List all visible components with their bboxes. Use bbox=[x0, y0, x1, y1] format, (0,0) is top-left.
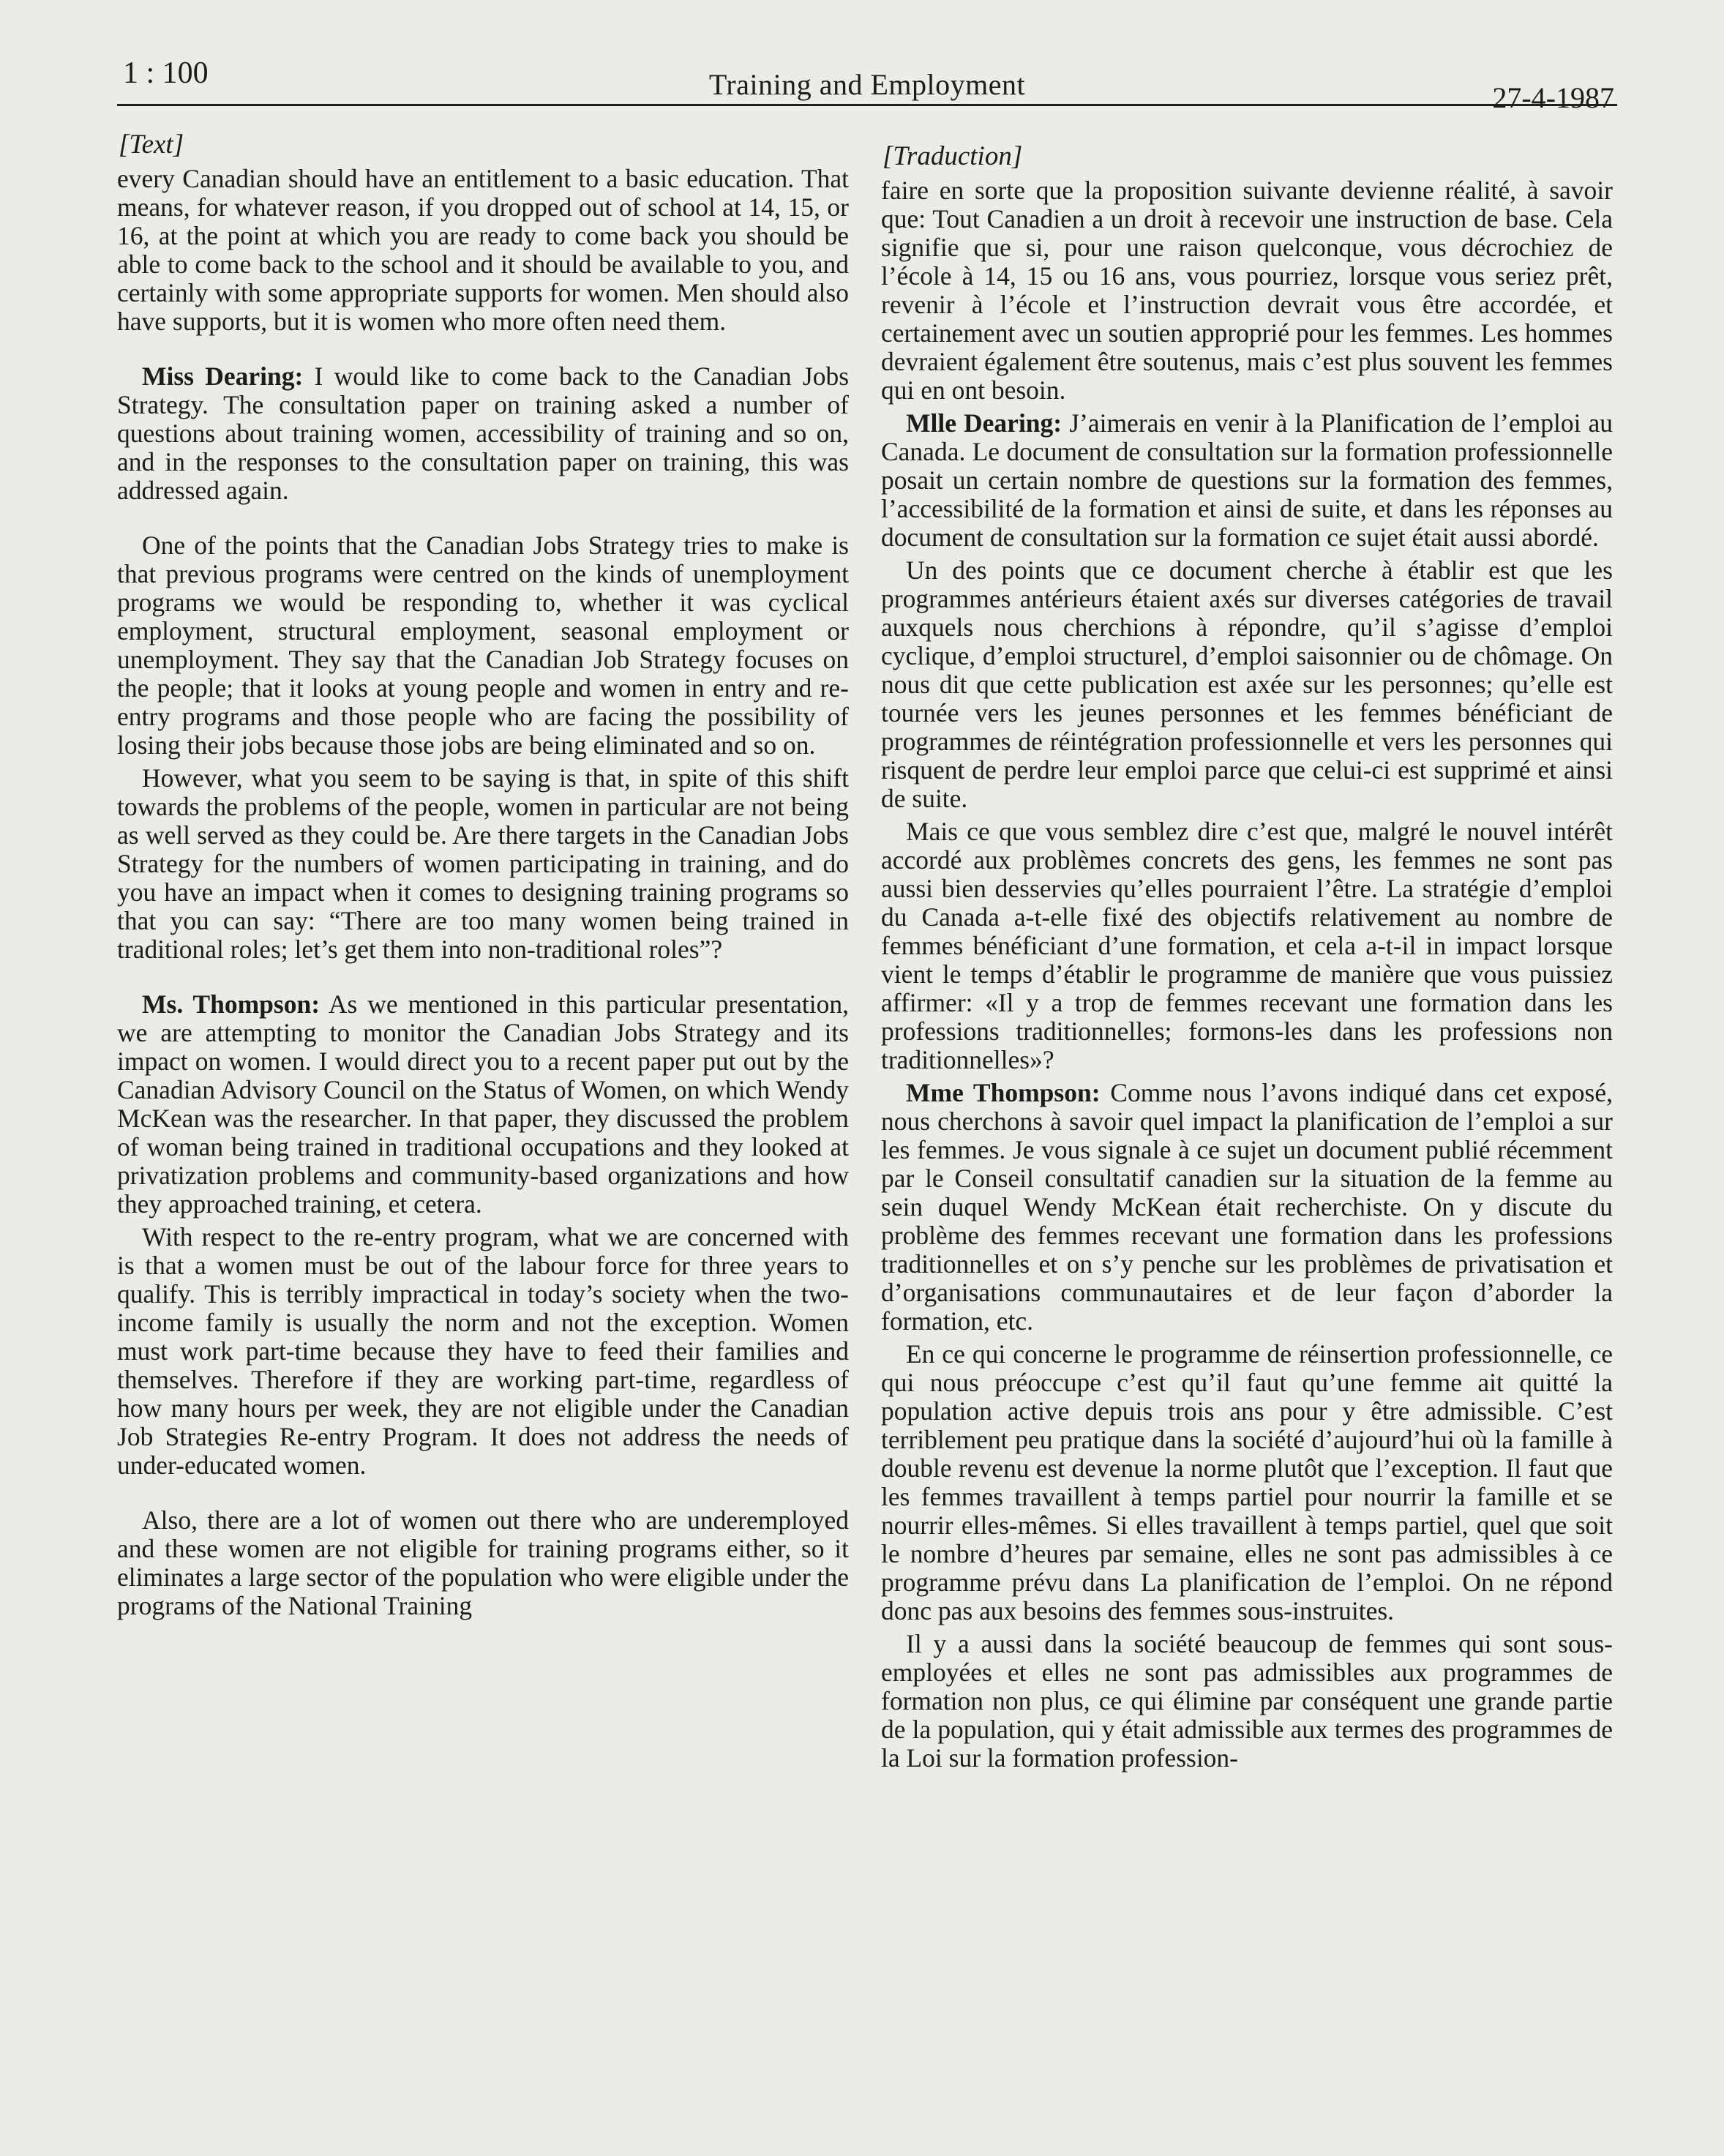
paragraph: However, what you seem to be saying is that, in spite of this shift towards the problems of the people, women in particular are not being as well served as they could be. Are there targets in the Canadian Jobs Strategy for the numbers of women participating in training, and do you have an impact when it comes to designing training programs so that you can say: “There are too many women being trained in traditional roles; let’s get them into non-traditional roles”? bbox=[117, 763, 849, 964]
paragraph: Mais ce que vous semblez dire c’est que, malgré le nouvel intérêt accordé aux problèmes concrets des gens, les femmes ne sont pas aussi bien desservies qu’elles pourraient l’être. La stratégie d’emploi du Canada a-t-elle fixé des objectifs relativement au nombre de femmes bénéficiant d’une formation, et cela a-t-il in impact lorsque vient le temps d’établir le programme de manière que vous puissiez affirmer: «Il y a trop de femmes recevant une formation dans les professions traditionnelles; formons-les dans les professions non traditionnelles»? bbox=[881, 817, 1613, 1074]
english-column bbox=[117, 130, 849, 1620]
running-title: Training and Employment bbox=[708, 68, 1026, 101]
page-number: 1 : 100 bbox=[123, 56, 209, 90]
speaker-name: Ms. Thompson: bbox=[142, 989, 321, 1019]
column-label-traduction: [Traduction] bbox=[882, 141, 1023, 171]
paragraph: Also, there are a lot of women out there who are underemployed and these women are not eligible for training programs either, so it eliminates a large sector of the population who were eligible under the programs of the National Training bbox=[117, 1505, 849, 1620]
speech-text: I would like to come back to the Canadian Jobs Strategy. The consultation paper on training asked a number of questions about training women, accessibility of training and so on, and in the responses to the consultation paper on training, this was addressed again. bbox=[117, 362, 850, 505]
speaker-name: Miss Dearing: bbox=[142, 362, 304, 391]
paragraph: Un des points que ce document cherche à établir est que les programmes antérieurs étaient axés sur diverses catégories de travail auxquels nous cherchions à répondre, qu’il s’agisse d’emploi cyclique, d’emploi structurel, d’emploi saisonnier ou de chômage. On nous dit que cette publication est axée sur les personnes; qu’elle est tournée vers les jeunes personnes et les femmes bénéficiant de programmes de réintégration professionnelle et vers les personnes qui risquent de perdre leur emploi parce que celui-ci est supprimé et ainsi de suite. bbox=[881, 555, 1613, 813]
speech-text: Comme nous l’avons indiqué dans cet exposé, nous cherchons à savoir quel impact la planification de l’emploi a sur les femmes. Je vous signale à ce sujet un document publié récemment par le Conseil consultatif canadien sur la situation de la femme au sein duquel Wendy McKean était recherchiste. On y discute du problème des femmes recevant une formation dans les professions traditionnelles et on s’y penche sur les problèmes de privatisation et d’organisations communautaires et de leur façon d’aborder la formation, etc. bbox=[881, 1078, 1614, 1336]
paragraph: One of the points that the Canadian Jobs Strategy tries to make is that previous programs were centred on the kinds of unemployment programs we would be responding to, whether it was cyclical employment, structural employment, seasonal employment or unemployment. They say that the Canadian Job Strategy focuses on the people; that it looks at young people and women in entry and re-entry programs and those people who are facing the possibility of losing their jobs because those jobs are being eliminated and so on. bbox=[117, 531, 849, 760]
column-label-text: [Text] bbox=[119, 130, 184, 160]
speaker-name: Mlle Dearing: bbox=[906, 408, 1062, 438]
speaker-paragraph bbox=[117, 362, 849, 505]
paragraph: Il y a aussi dans la société beaucoup de femmes qui sont sous-employées et elles ne sont pas admissibles aux programmes de formation non plus, ce qui élimine par conséquent une grande partie de la population, qui y était admissible aux termes des programmes de la Loi sur la formation profession- bbox=[881, 1629, 1613, 1773]
header-date: 27-4-1987 bbox=[1492, 81, 1614, 114]
speech-text: As we mentioned in this particular presentation, we are attempting to monitor the Canadian Jobs Strategy and its impact on women. I would direct you to a recent paper put out by the Canadian Advisory Council on the Status of Women, on which Wendy McKean was the researcher. In that paper, they discussed the problem of woman being trained in traditional occupations and they looked at privatization problems and community-based organizations and how they approached training, et cetera. bbox=[117, 989, 849, 1219]
speaker-paragraph bbox=[881, 409, 1613, 552]
speaker-paragraph bbox=[117, 990, 849, 1219]
paragraph: With respect to the re-entry program, what we are concerned with is that a women must be out of the labour force for three years to qualify. This is terribly impractical in today’s society when the two-income family is usually the norm and not the exception. Women must work part-time because they have to feed their families and themselves. Therefore if they are working part-time, regardless of how many hours per week, they are not eligible under the Canadian Job Strategies Re-entry Program. It does not address the needs of under-educated women. bbox=[117, 1222, 849, 1480]
paragraph: En ce qui concerne le programme de réinsertion professionnelle, ce qui nous préoccupe c’est qu’il faut qu’une femme ait quitté la population active depuis trois ans pour y être admissible. C’est terriblement peu pratique dans la société d’aujourd’hui où la famille à double revenu est devenue la norme plutôt que l’exception. Il faut que les femmes travaillent à temps partiel pour nourrir la famille et se nourrir elles-mêmes. Si elles travaillent à temps partiel, quel que soit le nombre d’heures par semaine, elles ne sont pas admissibles à ce programme prévu dans La planification de l’emploi. On ne répond donc pas aux besoins des femmes sous-instruites. bbox=[881, 1339, 1613, 1625]
speaker-paragraph bbox=[881, 1079, 1613, 1336]
paragraph: every Canadian should have an entitlement to a basic education. That means, for whatever reason, if you dropped out of school at 14, 15, or 16, at the point at which you are ready to come back you should be able to come back to the school and it should be available to you, and certainly with some appropriate supports for women. Men should also have supports, but it is women who more often need them. bbox=[117, 164, 849, 336]
speech-text: J’aimerais en venir à la Planification de l’emploi au Canada. Le document de consultation sur la formation professionnelle posait un certain nombre de questions sur la formation des femmes, l’accessibilité de la formation et ainsi de suite, et dans les réponses au document de consultation sur la formation ce sujet était aussi abordé. bbox=[881, 408, 1614, 552]
speaker-name: Mme Thompson: bbox=[906, 1078, 1101, 1107]
french-column bbox=[881, 142, 1613, 1773]
paragraph: faire en sorte que la proposition suivante devienne réalité, à savoir que: Tout Canadien a un droit à recevoir une instruction de base. Cela signifie que si, pour une raison quelconque, vous décrochiez de l’école à 14, 15 ou 16 ans, vous pourriez, lorsque vous seriez prêt, revenir à l’école et l’instruction devrait vous être accordée, et certainement avec un soutien approprié pour les femmes. Les hommes devraient également être soutenus, mais c’est plus souvent les femmes qui en ont besoin. bbox=[881, 176, 1613, 405]
running-header bbox=[117, 51, 1617, 114]
